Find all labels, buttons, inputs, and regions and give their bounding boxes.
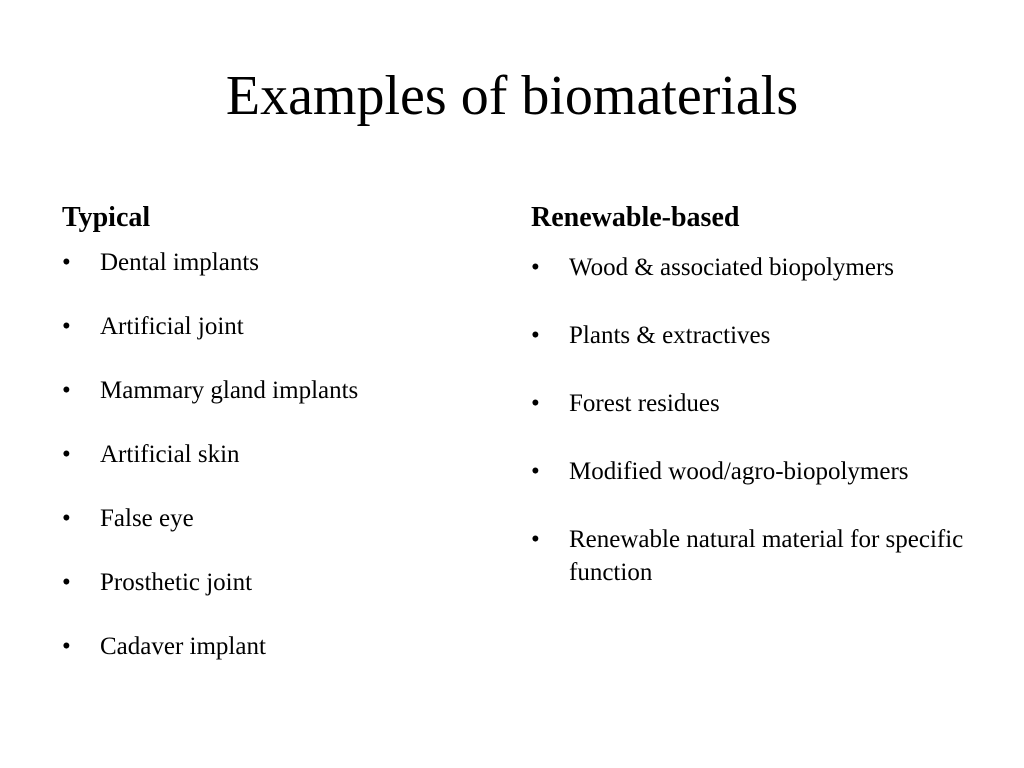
- list-item-label: Mammary gland implants: [100, 377, 359, 404]
- list-item-label: Cadaver implant: [100, 633, 266, 660]
- bullet-icon: •: [62, 313, 71, 340]
- list-item: [62, 374, 482, 407]
- bullet-icon: •: [62, 505, 71, 532]
- list-item: [62, 502, 482, 535]
- list-item: [62, 310, 482, 343]
- list-item-label: Modified wood/agro-biopolymers: [569, 458, 909, 485]
- bullet-icon: •: [531, 458, 540, 485]
- renewable-column: [531, 200, 971, 624]
- typical-list: [62, 246, 482, 663]
- bullet-icon: •: [62, 633, 71, 660]
- bullet-icon: •: [531, 526, 540, 553]
- list-item: [62, 630, 482, 663]
- list-item-label: Wood & associated biopolymers: [569, 254, 895, 281]
- renewable-list: [531, 251, 971, 589]
- list-item-label: Artificial skin: [100, 441, 240, 468]
- bullet-icon: •: [62, 441, 71, 468]
- bullet-icon: •: [62, 569, 71, 596]
- list-item-label: Forest residues: [569, 390, 720, 417]
- bullet-icon: •: [531, 322, 540, 349]
- list-item: [62, 246, 482, 279]
- bullet-icon: •: [531, 254, 540, 281]
- typical-heading: Typical: [62, 202, 151, 233]
- list-item-label: Renewable natural material for specific function: [569, 526, 964, 586]
- list-item: [531, 523, 971, 589]
- list-item-label: Artificial joint: [100, 313, 244, 340]
- list-item-label: False eye: [100, 505, 194, 532]
- renewable-heading: Renewable-based: [531, 202, 740, 233]
- list-item-label: Dental implants: [100, 249, 259, 276]
- slide-title: Examples of biomaterials: [225, 65, 799, 127]
- list-item: [531, 319, 971, 352]
- list-item: [531, 387, 971, 420]
- typical-column: [62, 200, 482, 694]
- bullet-icon: •: [62, 249, 71, 276]
- list-item: [531, 251, 971, 284]
- list-item-label: Prosthetic joint: [100, 569, 253, 596]
- list-item: [62, 566, 482, 599]
- list-item-label: Plants & extractives: [569, 322, 771, 349]
- bullet-icon: •: [62, 377, 71, 404]
- bullet-icon: •: [531, 390, 540, 417]
- list-item: [62, 438, 482, 471]
- list-item: [531, 455, 971, 488]
